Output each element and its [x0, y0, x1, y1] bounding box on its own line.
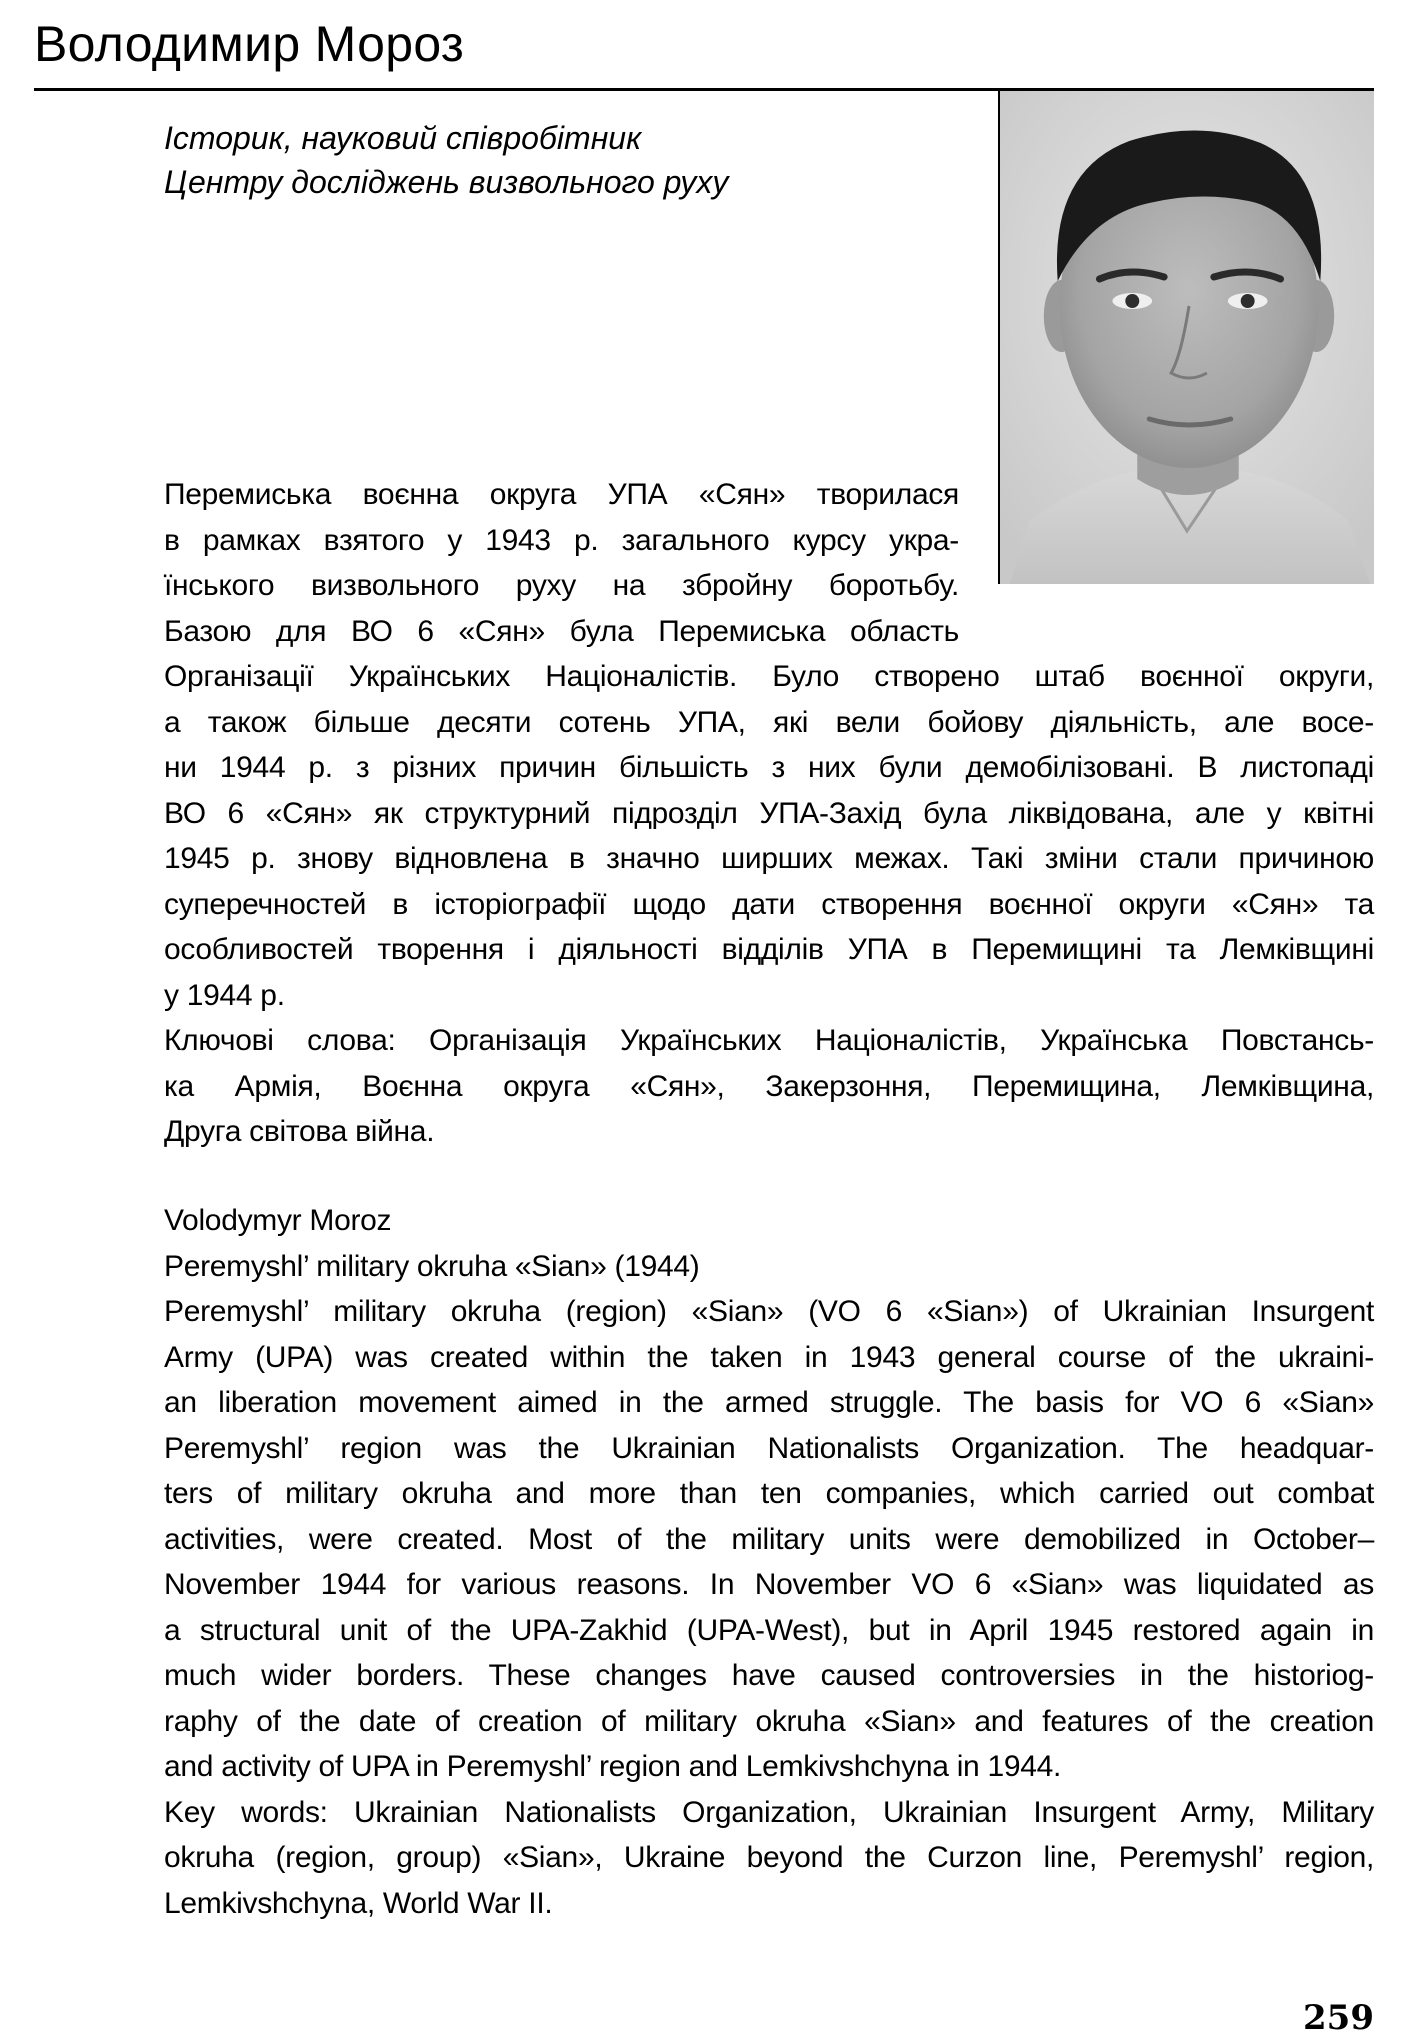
abstract-line: Перемиська воєнна округа УПА «Сян» творилася: [164, 478, 959, 511]
abstract-line: 1945 р. знову відновлена в значно ширших межах. Такі зміни стали причиною: [164, 842, 1374, 875]
abstract-line: суперечностей в історіографії щодо дати створення воєнної округи «Сян» та: [164, 887, 1374, 921]
abstract-line: an liberation movement aimed in the armed struggle. The basis for VO 6 «Sian»: [164, 1386, 1374, 1419]
abstract-line: у 1944 р.: [164, 978, 285, 1012]
abstract-line: Army (UPA) was created within the taken in 1943 general course of the ukraini-: [164, 1340, 1374, 1374]
abstract-english: [164, 1198, 1374, 1926]
abstract-line: Базою для ВО 6 «Сян» була Перемиська область: [164, 614, 959, 648]
abstract-line: ters of military okruha and more than ten companies, which carried out combat: [164, 1477, 1374, 1510]
abstract-line: activities, were created. Most of the military units were demobilized in October–: [164, 1522, 1374, 1556]
page-header: [34, 12, 1374, 84]
keywords-line: Lemkivshchyna, World War II.: [164, 1886, 553, 1920]
abstract-line: а також більше десяти сотень УПА, які вели бойову діяльність, але восе-: [164, 705, 1374, 739]
abstract-line: їнського визвольного руху на збройну боротьбу.: [164, 569, 959, 602]
affiliation-line: Історик, науковий співробітник: [164, 120, 642, 156]
keywords-line: Ключові слова: Організація Українських Націоналістів, Українська Повстансь-: [164, 1024, 1374, 1057]
english-author: Volodymyr Moroz: [164, 1204, 392, 1237]
abstract-line: a structural unit of the UPA-Zakhid (UPA-West), but in April 1945 restored again in: [164, 1613, 1374, 1647]
affiliation-line: Центру досліджень визвольного руху: [164, 164, 729, 200]
keywords-line: ка Армія, Воєнна округа «Сян», Закерзоння, Перемищина, Лемківщина,: [164, 1069, 1374, 1103]
abstract-line: November 1944 for various reasons. In November VO 6 «Sian» was liquidated as: [164, 1568, 1374, 1601]
abstract-line: Peremyshl’ military okruha (region) «Sian» (VO 6 «Sian») of Ukrainian Insurgent: [164, 1295, 1374, 1328]
abstract-line: much wider borders. These changes have caused controversies in the historiog-: [164, 1659, 1374, 1692]
abstract-line: Організації Українських Націоналістів. Було створено штаб воєнної округи,: [164, 660, 1374, 693]
english-title: Peremyshl’ military okruha «Sian» (1944): [164, 1249, 700, 1283]
author-name: Володимир Мороз: [34, 16, 465, 72]
author-affiliation: [164, 116, 964, 204]
keywords-line: Друга світова війна.: [164, 1115, 435, 1148]
abstract-line: ВО 6 «Сян» як структурний підрозділ УПА-Захід була ліквідована, але у квітні: [164, 796, 1374, 830]
keywords-line: okruha (region, group) «Sian», Ukraine beyond the Curzon line, Peremyshl’ region,: [164, 1841, 1374, 1874]
abstract-line: ни 1944 р. з різних причин більшість з них були демобілізовані. В листопаді: [164, 751, 1374, 784]
abstract-line: raphy of the date of creation of military okruha «Sian» and features of the creation: [164, 1704, 1374, 1738]
abstract-ukrainian: [164, 472, 1374, 1155]
abstract-line: Peremyshl’ region was the Ukrainian Nationalists Organization. The headquar-: [164, 1431, 1374, 1465]
abstract-line: and activity of UPA in Peremyshl’ region and Lemkivshchyna in 1944.: [164, 1750, 1062, 1783]
abstract-line: особливостей творення і діяльності відділів УПА в Перемищині та Лемківщині: [164, 933, 1374, 966]
abstract-line: в рамках взятого у 1943 р. загального курсу укра-: [164, 523, 959, 557]
page-number: 259: [1303, 1998, 1374, 2038]
keywords-line: Key words: Ukrainian Nationalists Organization, Ukrainian Insurgent Army, Military: [164, 1795, 1374, 1829]
